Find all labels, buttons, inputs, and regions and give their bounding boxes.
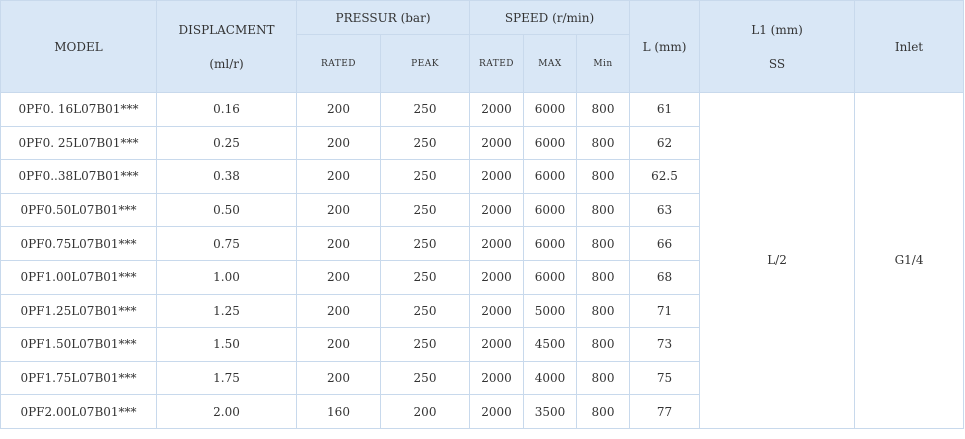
length-cell: 73 bbox=[630, 328, 700, 362]
peak-pressure-cell: 250 bbox=[381, 193, 470, 227]
max-speed-cell: 6000 bbox=[524, 126, 577, 160]
header-max-speed: MAX bbox=[524, 35, 577, 93]
min-speed-cell: 800 bbox=[577, 361, 630, 395]
rated-pressure-cell: 200 bbox=[297, 193, 381, 227]
header-length: L (mm) bbox=[630, 1, 700, 93]
peak-pressure-cell: 250 bbox=[381, 227, 470, 261]
displacement-cell: 1.75 bbox=[157, 361, 297, 395]
rated-speed-cell: 2000 bbox=[470, 193, 524, 227]
peak-pressure-cell: 250 bbox=[381, 361, 470, 395]
rated-pressure-cell: 200 bbox=[297, 328, 381, 362]
min-speed-cell: 800 bbox=[577, 328, 630, 362]
header-displacement-label: DISPLACMENT bbox=[178, 22, 275, 37]
min-speed-cell: 800 bbox=[577, 93, 630, 127]
min-speed-cell: 800 bbox=[577, 193, 630, 227]
header-peak-pressure: PEAK bbox=[381, 35, 470, 93]
model-cell: 0PF1.75L07B01*** bbox=[1, 361, 157, 395]
model-cell: 0PF0.75L07B01*** bbox=[1, 227, 157, 261]
header-displacement bbox=[157, 1, 297, 93]
max-speed-cell: 3500 bbox=[524, 395, 577, 429]
displacement-cell: 1.50 bbox=[157, 328, 297, 362]
header-inlet: Inlet bbox=[855, 1, 964, 93]
max-speed-cell: 5000 bbox=[524, 294, 577, 328]
rated-speed-cell: 2000 bbox=[470, 328, 524, 362]
model-cell: 0PF0.50L07B01*** bbox=[1, 193, 157, 227]
peak-pressure-cell: 250 bbox=[381, 126, 470, 160]
max-speed-cell: 6000 bbox=[524, 160, 577, 194]
displacement-cell: 1.00 bbox=[157, 260, 297, 294]
header-pressure: PRESSUR (bar) bbox=[297, 1, 470, 35]
peak-pressure-cell: 250 bbox=[381, 93, 470, 127]
displacement-cell: 0.50 bbox=[157, 193, 297, 227]
length-cell: 71 bbox=[630, 294, 700, 328]
rated-pressure-cell: 160 bbox=[297, 395, 381, 429]
displacement-cell: 0.38 bbox=[157, 160, 297, 194]
table-body bbox=[1, 93, 964, 429]
max-speed-cell: 4000 bbox=[524, 361, 577, 395]
length-cell: 66 bbox=[630, 227, 700, 261]
rated-speed-cell: 2000 bbox=[470, 227, 524, 261]
max-speed-cell: 6000 bbox=[524, 193, 577, 227]
displacement-cell: 1.25 bbox=[157, 294, 297, 328]
rated-speed-cell: 2000 bbox=[470, 395, 524, 429]
peak-pressure-cell: 200 bbox=[381, 395, 470, 429]
min-speed-cell: 800 bbox=[577, 160, 630, 194]
length-cell: 61 bbox=[630, 93, 700, 127]
length-cell: 62 bbox=[630, 126, 700, 160]
max-speed-cell: 4500 bbox=[524, 328, 577, 362]
rated-speed-cell: 2000 bbox=[470, 260, 524, 294]
length-cell: 68 bbox=[630, 260, 700, 294]
displacement-cell: 2.00 bbox=[157, 395, 297, 429]
peak-pressure-cell: 250 bbox=[381, 294, 470, 328]
rated-speed-cell: 2000 bbox=[470, 160, 524, 194]
rated-pressure-cell: 200 bbox=[297, 160, 381, 194]
rated-speed-cell: 2000 bbox=[470, 126, 524, 160]
min-speed-cell: 800 bbox=[577, 395, 630, 429]
table-row bbox=[1, 93, 964, 127]
max-speed-cell: 6000 bbox=[524, 93, 577, 127]
peak-pressure-cell: 250 bbox=[381, 160, 470, 194]
rated-speed-cell: 2000 bbox=[470, 93, 524, 127]
model-cell: 0PF2.00L07B01*** bbox=[1, 395, 157, 429]
length-cell: 63 bbox=[630, 193, 700, 227]
min-speed-cell: 800 bbox=[577, 294, 630, 328]
rated-pressure-cell: 200 bbox=[297, 361, 381, 395]
min-speed-cell: 800 bbox=[577, 260, 630, 294]
header-min-speed: Min bbox=[577, 35, 630, 93]
min-speed-cell: 800 bbox=[577, 126, 630, 160]
max-speed-cell: 6000 bbox=[524, 260, 577, 294]
peak-pressure-cell: 250 bbox=[381, 260, 470, 294]
peak-pressure-cell: 250 bbox=[381, 328, 470, 362]
length-cell: 75 bbox=[630, 361, 700, 395]
header-rated-speed: RATED bbox=[470, 35, 524, 93]
rated-pressure-cell: 200 bbox=[297, 260, 381, 294]
l1-value-cell: L/2 bbox=[700, 93, 855, 429]
min-speed-cell: 800 bbox=[577, 227, 630, 261]
model-cell: 0PF1.50L07B01*** bbox=[1, 328, 157, 362]
model-cell: 0PF1.25L07B01*** bbox=[1, 294, 157, 328]
rated-pressure-cell: 200 bbox=[297, 294, 381, 328]
rated-pressure-cell: 200 bbox=[297, 227, 381, 261]
rated-speed-cell: 2000 bbox=[470, 361, 524, 395]
model-cell: 0PF1.00L07B01*** bbox=[1, 260, 157, 294]
model-cell: 0PF0. 16L07B01*** bbox=[1, 93, 157, 127]
rated-pressure-cell: 200 bbox=[297, 93, 381, 127]
header-model: MODEL bbox=[1, 1, 157, 93]
header-speed: SPEED (r/min) bbox=[470, 1, 630, 35]
header-l1-label: L1 (mm) bbox=[751, 22, 803, 37]
displacement-cell: 0.25 bbox=[157, 126, 297, 160]
length-cell: 77 bbox=[630, 395, 700, 429]
rated-pressure-cell: 200 bbox=[297, 126, 381, 160]
model-cell: 0PF0..38L07B01*** bbox=[1, 160, 157, 194]
header-l1-sub: SS bbox=[768, 56, 786, 71]
rated-speed-cell: 2000 bbox=[470, 294, 524, 328]
displacement-cell: 0.16 bbox=[157, 93, 297, 127]
inlet-value-cell: G1/4 bbox=[855, 93, 964, 429]
length-cell: 62.5 bbox=[630, 160, 700, 194]
header-l1 bbox=[700, 1, 855, 93]
header-rated-pressure: RATED bbox=[297, 35, 381, 93]
max-speed-cell: 6000 bbox=[524, 227, 577, 261]
header-displacement-unit: (ml/r) bbox=[209, 56, 244, 71]
model-cell: 0PF0. 25L07B01*** bbox=[1, 126, 157, 160]
displacement-cell: 0.75 bbox=[157, 227, 297, 261]
